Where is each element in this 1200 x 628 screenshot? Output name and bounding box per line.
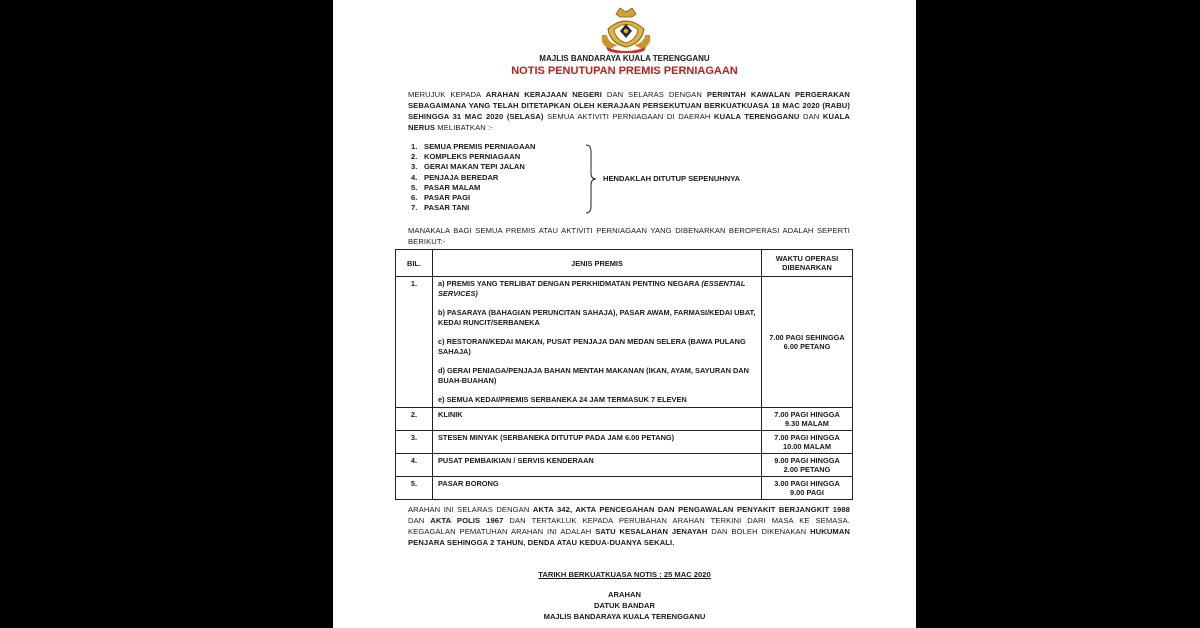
notice-title: NOTIS PENUTUPAN PREMIS PERNIAGAAN xyxy=(511,65,738,77)
list-item: 2. KOMPLEKS PERNIAGAAN xyxy=(411,152,521,162)
row-number: 2. xyxy=(396,407,433,430)
table-row xyxy=(396,407,853,430)
signature-line-3: MAJLIS BANDARAYA KUALA TERENGGANU xyxy=(543,612,706,621)
column-header-premis: JENIS PREMIS xyxy=(433,250,762,277)
operating-hours-cell: 7.00 PAGI HINGGA 9.30 MALAM xyxy=(762,407,853,430)
column-header-waktu: WAKTU OPERASI DIBENARKAN xyxy=(762,250,853,277)
operating-hours-cell: 7.00 PAGI HINGGA 10.00 MALAM xyxy=(762,430,853,453)
operating-hours-cell: 3.00 PAGI HINGGA 9.00 PAGI xyxy=(762,476,853,499)
table-row xyxy=(396,277,853,408)
council-name: MAJLIS BANDARAYA KUALA TERENGGANU xyxy=(539,54,710,63)
table-row xyxy=(396,430,853,453)
table-row xyxy=(396,476,853,499)
column-header-bil: BIL. xyxy=(396,250,433,277)
premises-cell: KLINIK xyxy=(433,407,762,430)
signature-line-2: DATUK BANDAR xyxy=(593,601,656,610)
row-number: 1. xyxy=(396,277,433,408)
row-number: 3. xyxy=(396,430,433,453)
closed-business-list xyxy=(411,142,536,213)
intro-paragraph: MERUJUK KEPADA ARAHAN KERAJAAN NEGERI DAN SELARAS DENGAN PERINTAH KAWALAN PERGERAKAN SEBAGAIMANA YANG TELAH DITETAPKAN OLEH KERAJAAN PERSEKUTUAN BERKUATKUASA 18 MAC 2020 (RABU) SEHINGGA 31 MAC 2020 (SELASA) SEMUA AKTIVITI PERNIAGAAN DI DAERAH KUALA TERENGGANU DAN KUALA NERUS MELIBATKAN :- xyxy=(408,90,850,132)
operating-hours-cell: 9.00 PAGI HINGGA 2.00 PETANG xyxy=(762,453,853,476)
premises-cell: STESEN MINYAK (SERBANEKA DITUTUP PADA JAM 6.00 PETANG) xyxy=(433,430,762,453)
premises-cell: PASAR BORONG xyxy=(433,476,762,499)
list-item: 6. PASAR PAGI xyxy=(411,193,471,203)
right-brace-icon xyxy=(585,144,597,214)
list-item: 7. PASAR TANI xyxy=(411,203,470,213)
table-row xyxy=(396,453,853,476)
row-number: 5. xyxy=(396,476,433,499)
crest-emblem-icon xyxy=(598,5,654,53)
allowed-intro-paragraph: MANAKALA BAGI SEMUA PREMIS ATAU AKTIVITI PERNIAGAAN YANG DIBENARKAN BEROPERASI ADALAH SEPERTI BERIKUT:- xyxy=(408,226,850,246)
signature-line-1: ARAHAN xyxy=(608,590,641,599)
closed-directive-label: HENDAKLAH DITUTUP SEPENUHNYA xyxy=(603,174,741,183)
list-item: 3. GERAI MAKAN TEPI JALAN xyxy=(411,162,525,172)
list-item: 4. PENJAJA BEREDAR xyxy=(411,172,499,182)
operating-hours-cell: 7.00 PAGI SEHINGGA 6.00 PETANG xyxy=(762,277,853,408)
table-header-row xyxy=(396,250,853,277)
row-number: 4. xyxy=(396,453,433,476)
list-item: 1. SEMUA PREMIS PERNIAGAAN xyxy=(411,142,536,151)
premises-cell: PUSAT PEMBAIKIAN / SERVIS KENDERAAN xyxy=(433,453,762,476)
premises-cell: a) PREMIS YANG TERLIBAT DENGAN PERKHIDMATAN PENTING NEGARA (ESSENTIAL SERVICES) b) PASARAYA (BAHAGIAN PERUNCITAN SAHAJA), PASAR AWAM, FARMASI/KEDAI UBAT, KEDAI RUNCIT/SERBANEKA c) RESTORAN/KEDAI MAKAN, PUSAT PENJAJA DAN MEDAN SELERA (BAWA PULANG SAHAJA) d) GERAI PENIAGA/PENJAJA BAHAN MENTAH MAKANAN (IKAN, AYAM, SAYURAN DAN BUAH-BUAHAN) e) SEMUA KEDAI/PREMIS SERBANEKA 24 JAM TERMASUK 7 ELEVEN xyxy=(433,277,762,408)
notice-document xyxy=(333,0,916,628)
effective-date: TARIKH BERKUATKUASA NOTIS : 25 MAC 2020 xyxy=(538,570,711,579)
closing-paragraph: ARAHAN INI SELARAS DENGAN AKTA 342, AKTA PENCEGAHAN DAN PENGAWALAN PENYAKIT BERJANGKIT 1988 DAN AKTA POLIS 1967 DAN TERTAKLUK KEPADA PERUBAHAN ARAHAN TERKINI DARI MASA KE SEMASA. KEGAGALAN PEMATUHAN ARAHAN INI ADALAH SATU KESALAHAN JENAYAH DAN BOLEH DIKENAKAN HUKUMAN PENJARA SEHINGGA 2 TAHUN, DENDA ATAU KEDUA-DUANYA SEKALI. xyxy=(408,505,851,547)
allowed-premises-table xyxy=(395,249,853,500)
list-item: 5. PASAR MALAM xyxy=(411,182,481,192)
